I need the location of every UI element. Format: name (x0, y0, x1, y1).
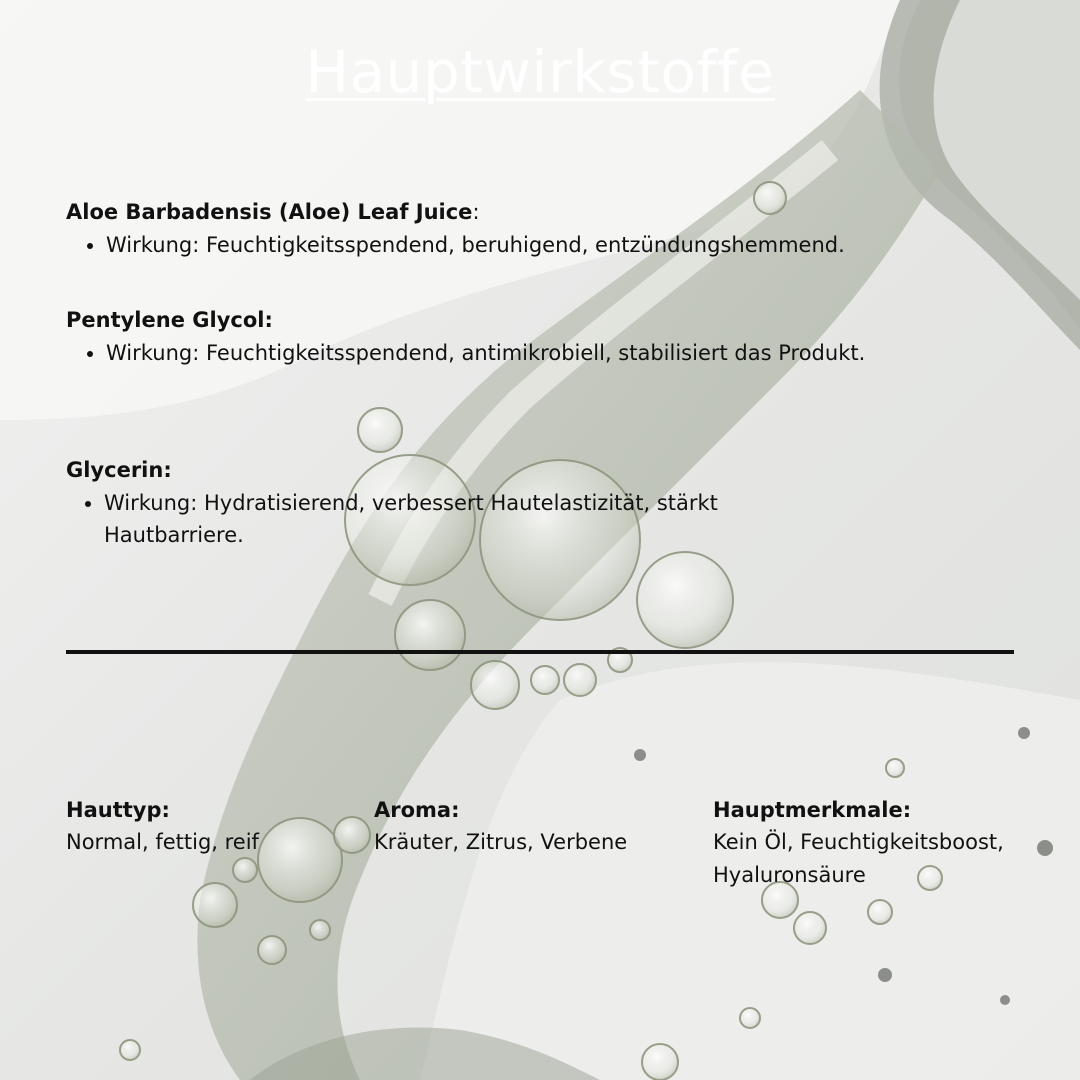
section-divider (66, 650, 1014, 654)
info-skin-type (66, 794, 346, 859)
ingredient-aloe (66, 197, 966, 261)
ingredient-name: Aloe Barbadensis (Aloe) Leaf Juice (66, 200, 473, 224)
ingredient-effect: • Wirkung: Feuchtigkeitsspendend, antimikrobiell, stabilisiert das Produkt. (106, 337, 886, 369)
ingredient-pentylene-glycol (66, 305, 886, 369)
info-value: Kräuter, Zitrus, Verbene (374, 830, 628, 854)
info-label: Hauttyp: (66, 798, 170, 822)
info-value: Kein Öl, Feuchtigkeitsboost, Hyaluronsäure (713, 830, 1004, 887)
info-label: Aroma: (374, 798, 460, 822)
ingredient-name: Glycerin: (66, 458, 172, 482)
ingredient-name: Pentylene Glycol: (66, 308, 273, 332)
ingredient-effect: • Wirkung: Hydratisierend, verbessert Hautelastizität, stärkt Hautbarriere. (104, 487, 786, 551)
info-label: Hauptmerkmale: (713, 798, 912, 822)
ingredient-glycerin (66, 455, 786, 551)
info-value: Normal, fettig, reif (66, 830, 259, 854)
ingredient-name-suffix: : (472, 200, 480, 224)
page-title: Hauptwirkstoffe (305, 38, 775, 106)
info-aroma (374, 794, 674, 859)
info-features (713, 794, 1048, 892)
ingredient-effect: • Wirkung: Feuchtigkeitsspendend, beruhigend, entzündungshemmend. (106, 229, 966, 261)
